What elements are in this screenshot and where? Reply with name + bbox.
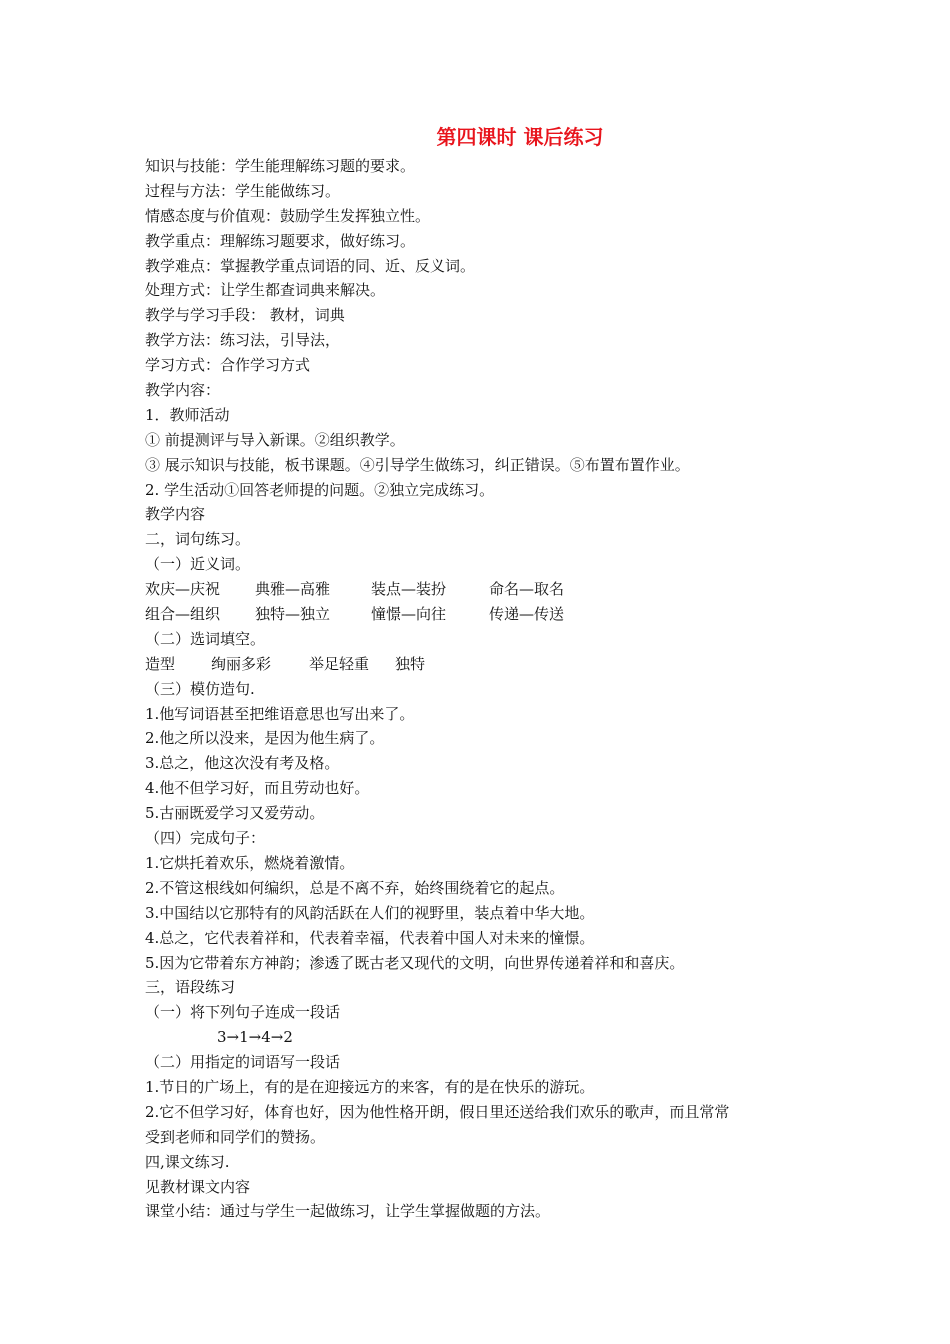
document-title: 第四课时 课后练习 [436,125,604,149]
text-line: 2. 学生活动①回答老师提的问题。②独立完成练习。 [145,480,495,499]
text-line: （四）完成句子： [145,829,266,848]
sentence-section [145,677,815,1025]
fill-word: 独特 [395,654,426,673]
text-line: 过程与方法：学生能做练习。 [145,181,341,200]
fill-word: 绚丽多彩 [211,654,272,673]
text-line: （二）用指定的词语写一段话 [145,1053,341,1072]
synonym-row [145,577,815,602]
text-line: （一）近义词。 [145,555,251,574]
fill-word: 造型 [145,654,176,673]
text-line: 1．教师活动 [145,405,230,424]
sequence-order: 3→1→4→2 [217,1028,293,1047]
text-line: 5.因为它带着东方神韵；渗透了既古老又现代的文明，向世界传递着祥和和喜庆。 [145,953,685,972]
text-line: 情感态度与价值观：鼓励学生发挥独立性。 [145,206,431,225]
text-line: 教学难点：掌握教学重点词语的同、近、反义词。 [145,256,476,275]
objectives-section [145,154,815,577]
fill-word: 举足轻重 [309,654,370,673]
text-line: 四,课文练习. [145,1152,230,1171]
synonym-pair: 装点—装扮 [371,580,447,599]
synonym-pair: 憧憬—向往 [371,605,447,624]
synonym-pair: 组合—组织 [145,605,221,624]
text-line: 教学重点：理解练习题要求，做好练习。 [145,231,416,250]
text-line: 4.他不但学习好，而且劳动也好。 [145,779,370,798]
text-line: （三）模仿造句. [145,679,255,698]
text-line: 教学内容： [145,381,221,400]
text-line: 课堂小结：通过与学生一起做练习，让学生掌握做题的方法。 [145,1202,551,1221]
text-line: 2.不管这根线如何编织，总是不离不弃，始终围绕着它的起点。 [145,878,565,897]
synonym-pair: 命名—取名 [489,580,565,599]
text-line: 学习方式：合作学习方式 [145,356,311,375]
text-line: 见教材课文内容 [145,1177,251,1196]
text-line: 处理方式：让学生都查词典来解决。 [145,281,386,300]
synonym-pair: 独特—独立 [255,605,331,624]
paragraph-section [145,1050,815,1224]
synonym-pair: 典雅—高雅 [255,580,331,599]
text-line: 1.他写词语甚至把维语意思也写出来了。 [145,704,415,723]
text-line: （一）将下列句子连成一段话 [145,1003,341,1022]
text-line: 教学方法：练习法，引导法， [145,331,341,350]
text-line: 二，词句练习。 [145,530,251,549]
text-line: 4.总之，它代表着祥和，代表着幸福，代表着中国人对未来的憧憬。 [145,928,595,947]
synonym-table [145,577,815,627]
text-line: 知识与技能：学生能理解练习题的要求。 [145,157,416,175]
fill-heading: （二）选词填空。 [145,629,266,648]
text-line: 2.他之所以没来，是因为他生病了。 [145,729,385,748]
text-line: 3.中国结以它那特有的风韵活跃在人们的视野里，装点着中华大地。 [145,903,595,922]
text-line: ③ 展示知识与技能，板书课题。④引导学生做练习，纠正错误。⑤布置布置作业。 [145,455,690,474]
text-line: 2.它不但学习好，体育也好，因为他性格开朗，假日里还送给我们欢乐的歌声，而且常常 [145,1102,730,1121]
synonym-row [145,602,815,627]
document-page [145,120,815,1224]
synonym-pair: 欢庆—庆祝 [145,580,221,599]
text-line: 5.古丽既爱学习又爱劳动。 [145,804,325,823]
text-line: 1.节日的广场上，有的是在迎接远方的来客，有的是在快乐的游玩。 [145,1077,595,1096]
text-line: 教学内容 [145,505,206,524]
text-line: 3.总之，他这次没有考及格。 [145,754,340,773]
fill-word-list [145,652,815,677]
synonym-pair: 传递—传送 [489,605,565,624]
text-line: ① 前提测评与导入新课。②组织教学。 [145,430,405,449]
text-line: 三，语段练习 [145,978,236,997]
text-line: 1.它烘托着欢乐，燃烧着激情。 [145,853,355,872]
text-line: 受到老师和同学们的赞扬。 [145,1127,326,1146]
text-line: 教学与学习手段： 教材，词典 [145,306,345,325]
